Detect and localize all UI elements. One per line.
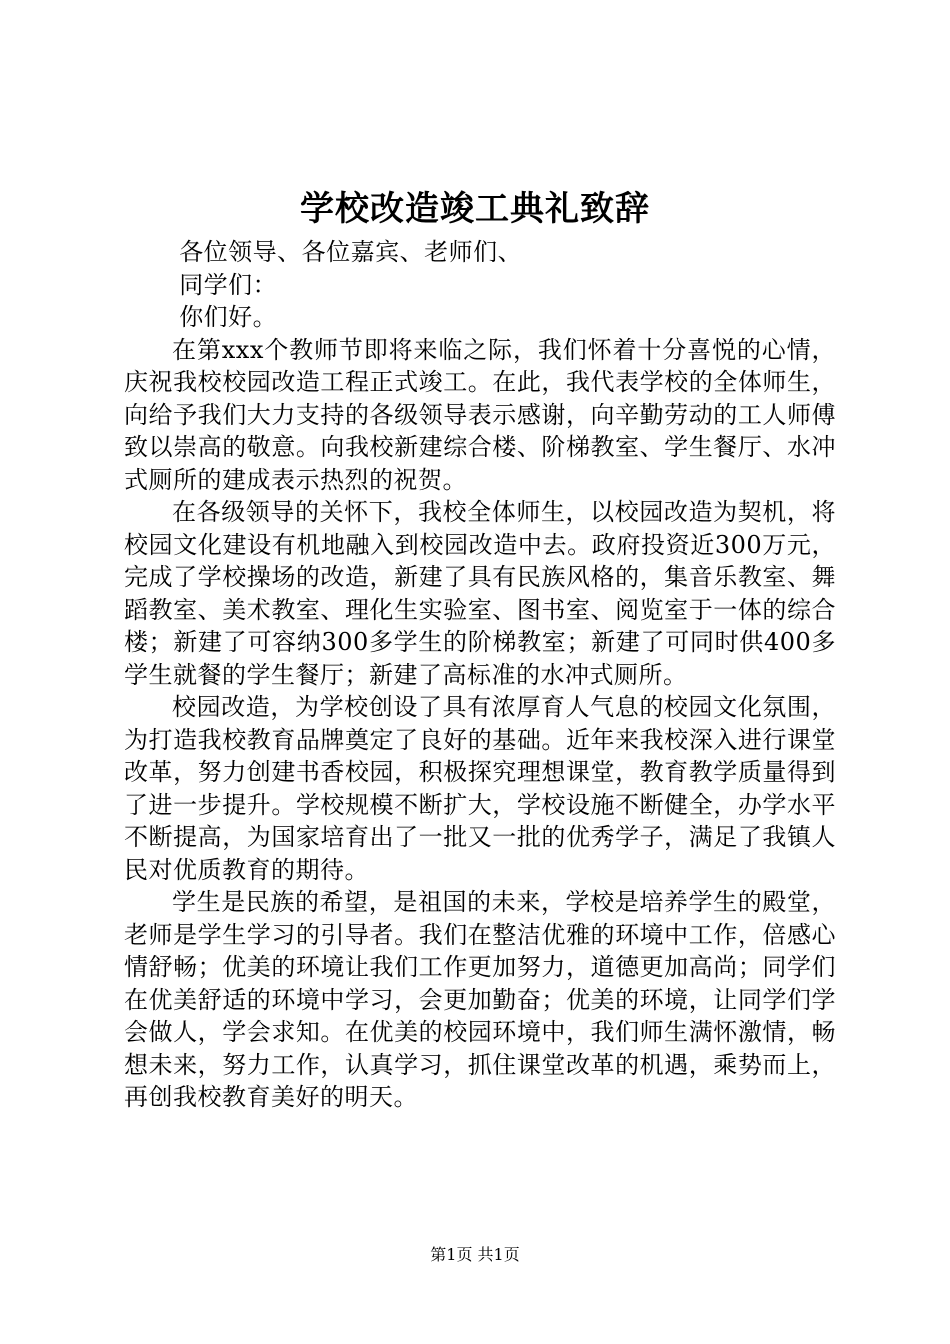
body-paragraph: 校园改造，为学校创设了具有浓厚育人气息的校园文化氛围，为打造我校教育品牌奠定了良好的基础。近年来我校深入进行课堂改革，努力创建书香校园，积极探究理想课堂，教育教学质量得到了进一步提升。学校规模不断扩大，学校设施不断健全，办学水平不断提高，为国家培育出了一批又一批的优秀学子，满足了我镇人民对优质教育的期待。 [124,693,836,884]
salutation-line: 同学们： [179,270,278,299]
document-body [124,236,836,1114]
body-paragraph: 学生是民族的希望，是祖国的未来，学校是培养学生的殿堂，老师是学生学习的引导者。我们在整洁优雅的环境中工作，倍感心情舒畅；优美的环境让我们工作更加努力，道德更加高尚；同学们在优美舒适的环境中学习，会更加勤奋；优美的环境，让同学们学会做人，学会求知。在优美的校园环境中，我们师生满怀激情，畅想未来，努力工作，认真学习，抓住课堂改革的机遇，乘势而上，再创我校教育美好的明天。 [124,888,836,1111]
greeting-line: 你们好。 [179,303,278,331]
salutation-line: 各位领导、各位嘉宾、老师们、 [179,238,523,266]
page-number-footer: 第1页 共1页 [430,1245,520,1264]
document-title: 学校改造竣工典礼致辞 [300,189,650,229]
body-paragraph: 在各级领导的关怀下，我校全体师生，以校园改造为契机，将校园文化建设有机地融入到校园改造中去。政府投资近300万元，完成了学校操场的改造，新建了具有民族风格的，集音乐教室、舞蹈教室、美术教室、理化生实验室、图书室、阅览室于一体的综合楼；新建了可容纳300多学生的阶梯教室；新建了可同时供400多学生就餐的学生餐厅；新建了高标准的水冲式厕所。 [124,498,836,689]
body-paragraph: 在第xxx个教师节即将来临之际，我们怀着十分喜悦的心情，庆祝我校校园改造工程正式竣工。在此，我代表学校的全体师生，向给予我们大力支持的各级领导表示感谢，向辛勤劳动的工人师傅致以崇高的敬意。向我校新建综合楼、阶梯教室、学生餐厅、水冲式厕所的建成表示热烈的祝贺。 [124,335,836,494]
